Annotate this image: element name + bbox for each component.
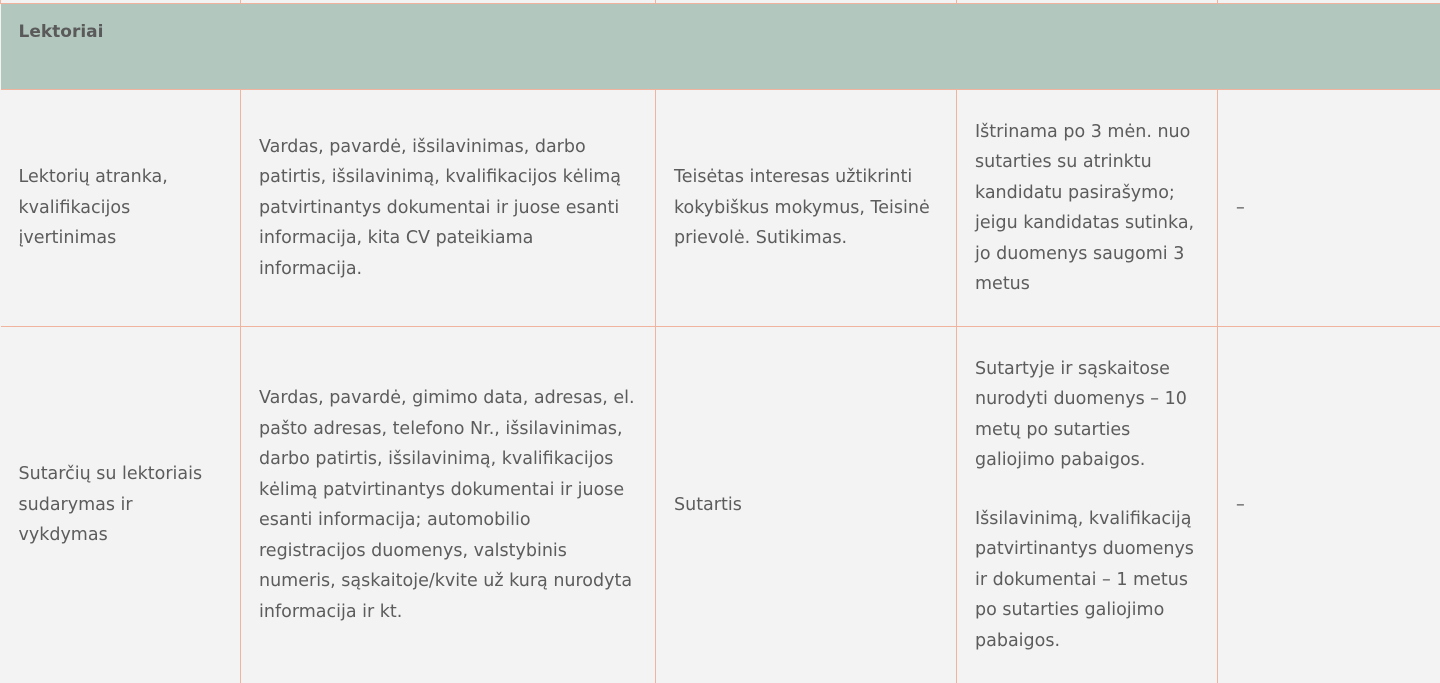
purpose-cell: Lektorių atranka, kvalifikacijos įvertinimas [1,90,241,327]
legal-basis-cell: Sutartis [656,327,957,683]
recipients-cell: – [1218,90,1440,327]
section-header-cell [1,4,1440,90]
retention-cell [957,327,1218,683]
section-title: Lektoriai [18,22,104,42]
data-cell: Vardas, pavardė, išsilavinimas, darbo patirtis, išsilavinimą, kvalifikacijos kėlimą patvirtinantys dokumentai ir juose esanti informacija, kita CV pateikiama informacija. [241,90,656,327]
retention-text: Išsilavinimą, kvalifikaciją patvirtinantys duomenys ir dokumentai – 1 metus po sutarties galiojimo pabaigos. [975,508,1194,651]
recipients-cell: – [1218,327,1440,683]
legal-basis-cell: Teisėtas interesas užtikrinti kokybiškus mokymus, Teisinė prievolė. Sutikimas. [656,90,957,327]
data-cell: Vardas, pavardė, gimimo data, adresas, el. pašto adresas, telefono Nr., išsilavinimas, darbo patirtis, išsilavinimą, kvalifikacijos kėlimą patvirtinantys dokumentai ir juose esanti informacija; automobilio registracijos duomenys, valstybinis numeris, sąskaitoje/kvite už kurą nurodyta informacija ir kt. [241,327,656,683]
table-row [1,327,1440,683]
retention-text: Sutartyje ir sąskaitose nurodyti duomenys – 10 metų po sutarties galiojimo pabaigos. [975,358,1187,471]
retention-cell [957,90,1218,327]
purpose-cell: Sutarčių su lektoriais sudarymas ir vykdymas [1,327,241,683]
retention-text: Ištrinama po 3 mėn. nuo sutarties su atrinktu kandidatu pasirašymo; jeigu kandidatas sutinka, jo duomenys saugomi 3 metus [975,121,1195,294]
table-row [1,90,1440,327]
section-header-row [1,4,1440,90]
